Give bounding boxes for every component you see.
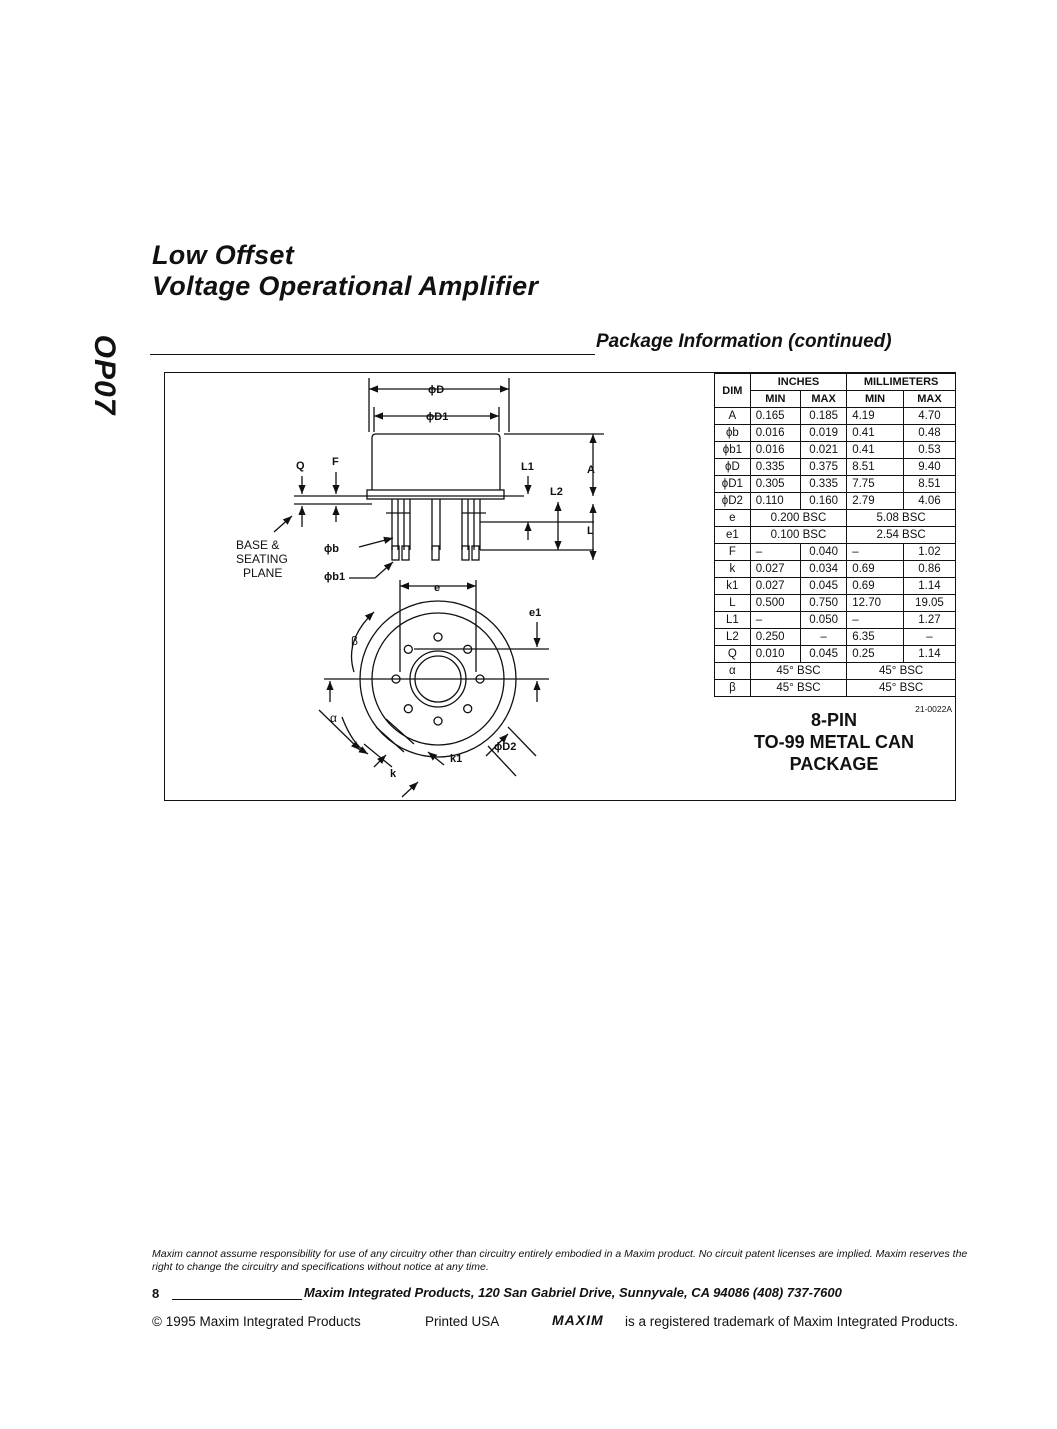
table-row [715, 663, 956, 680]
label-l1: L1 [521, 461, 534, 473]
table-row [715, 544, 956, 561]
label-l: L [587, 525, 594, 537]
cell-in-min: 0.027 [750, 561, 800, 578]
mm-max-header: MAX [903, 391, 955, 408]
cell-in-span: 45° BSC [750, 663, 846, 680]
side-part-number [84, 325, 124, 425]
label-phi-b1: ϕb1 [324, 571, 346, 583]
cell-mm-max: 9.40 [903, 459, 955, 476]
mm-min-header: MIN [847, 391, 904, 408]
can-flange [367, 490, 504, 499]
cell-in-max: 0.045 [801, 578, 847, 595]
mm-header: MILLIMETERS [847, 374, 956, 391]
cell-mm-min: 6.35 [847, 629, 904, 646]
cell-mm-max: 8.51 [903, 476, 955, 493]
label-q: Q [296, 460, 305, 472]
cell-dim: F [715, 544, 751, 561]
printed-in: Printed USA [425, 1314, 500, 1329]
cell-mm-span: 2.54 BSC [847, 527, 956, 544]
cell-dim: k [715, 561, 751, 578]
cell-dim: β [715, 680, 751, 697]
title-line-1: Low Offset [152, 240, 295, 270]
cell-mm-max: 1.02 [903, 544, 955, 561]
cell-mm-min: 7.75 [847, 476, 904, 493]
trademark-notice: is a registered trademark of Maxim Integrated Products. [625, 1314, 959, 1329]
cell-in-max: 0.034 [801, 561, 847, 578]
drawing-number: 21-0022A [915, 704, 952, 714]
cell-dim: e [715, 510, 751, 527]
cell-mm-max: 4.06 [903, 493, 955, 510]
label-e: e [434, 582, 441, 594]
company-address: Maxim Integrated Products, 120 San Gabriel Drive, Sunnyvale, CA 94086 (408) 737-7600 [304, 1285, 842, 1300]
document-title [152, 240, 852, 302]
cell-in-max: 0.050 [801, 612, 847, 629]
label-f: F [332, 456, 339, 468]
label-base-2: SEATING [236, 552, 288, 566]
cell-in-min: 0.110 [750, 493, 800, 510]
cell-in-max: – [801, 629, 847, 646]
label-beta: β [351, 634, 358, 648]
inches-max-header: MAX [801, 391, 847, 408]
cell-mm-max: – [903, 629, 955, 646]
cell-in-span: 0.100 BSC [750, 527, 846, 544]
cell-in-span: 0.200 BSC [750, 510, 846, 527]
label-phi-d1: ϕD1 [426, 411, 449, 423]
package-title [714, 709, 954, 775]
cell-in-min: 0.250 [750, 629, 800, 646]
cell-dim: L [715, 595, 751, 612]
inches-header: INCHES [750, 374, 846, 391]
cell-mm-min: 0.41 [847, 442, 904, 459]
inches-min-header: MIN [750, 391, 800, 408]
cell-mm-max: 1.27 [903, 612, 955, 629]
label-k: k [390, 768, 397, 780]
table-row [715, 680, 956, 697]
cell-in-max: 0.019 [801, 425, 847, 442]
cell-mm-min: 12.70 [847, 595, 904, 612]
label-l2: L2 [550, 486, 563, 498]
table-row [715, 510, 956, 527]
cell-in-min: 0.010 [750, 646, 800, 663]
package-title-line-2: TO-99 METAL CAN [753, 732, 914, 752]
cell-mm-max: 4.70 [903, 408, 955, 425]
dimension-rows [715, 408, 956, 697]
section-rule [150, 354, 595, 355]
cell-mm-span: 45° BSC [847, 663, 956, 680]
cell-dim: e1 [715, 527, 751, 544]
table-row [715, 476, 956, 493]
cell-dim: ϕD1 [715, 476, 751, 493]
table-row [715, 646, 956, 663]
cell-in-min: 0.016 [750, 442, 800, 459]
cell-dim: ϕD [715, 459, 751, 476]
dim-header: DIM [715, 374, 751, 408]
table-row [715, 612, 956, 629]
label-phi-b: ϕb [324, 543, 339, 555]
maxim-logo: MAXIM [552, 1312, 604, 1328]
page-number: 8 [152, 1286, 160, 1301]
table-row [715, 408, 956, 425]
cell-in-max: 0.160 [801, 493, 847, 510]
cell-mm-min: 2.79 [847, 493, 904, 510]
label-phi-d2: ϕD2 [494, 741, 517, 753]
table-row [715, 527, 956, 544]
cell-in-max: 0.021 [801, 442, 847, 459]
cell-dim: ϕD2 [715, 493, 751, 510]
cell-in-max: 0.375 [801, 459, 847, 476]
title-line-2: Voltage Operational Amplifier [152, 271, 539, 301]
cell-mm-min: – [847, 612, 904, 629]
table-row [715, 459, 956, 476]
cell-in-min: 0.335 [750, 459, 800, 476]
leader-phi-b [359, 538, 393, 547]
cell-dim: ϕb [715, 425, 751, 442]
cell-mm-min: 8.51 [847, 459, 904, 476]
label-alpha: α [330, 711, 337, 725]
cell-in-max: 0.045 [801, 646, 847, 663]
cell-in-max: 0.750 [801, 595, 847, 612]
table-row [715, 578, 956, 595]
table-row [715, 442, 956, 459]
cell-mm-max: 1.14 [903, 578, 955, 595]
cell-mm-max: 19.05 [903, 595, 955, 612]
cell-in-max: 0.040 [801, 544, 847, 561]
cell-dim: k1 [715, 578, 751, 595]
cell-in-max: 0.185 [801, 408, 847, 425]
cell-dim: α [715, 663, 751, 680]
cell-in-min: 0.165 [750, 408, 800, 425]
table-row [715, 595, 956, 612]
cell-mm-min: – [847, 544, 904, 561]
leader-phi-b1 [375, 562, 393, 578]
dim-k1 [428, 752, 444, 765]
table-row [715, 561, 956, 578]
lead-ends [392, 546, 479, 560]
cell-mm-max: 0.53 [903, 442, 955, 459]
table-row [715, 629, 956, 646]
package-drawing [164, 372, 709, 801]
cell-dim: A [715, 408, 751, 425]
label-base-1: BASE & [236, 538, 280, 552]
can-body [372, 434, 500, 490]
cell-mm-min: 4.19 [847, 408, 904, 425]
cell-mm-min: 0.69 [847, 578, 904, 595]
cell-mm-max: 0.86 [903, 561, 955, 578]
dimension-table [714, 373, 956, 697]
cell-mm-span: 5.08 BSC [847, 510, 956, 527]
cell-dim: L2 [715, 629, 751, 646]
label-k1: k1 [450, 753, 463, 765]
side-part-number-text: OP07 [88, 334, 121, 416]
table-row [715, 425, 956, 442]
cell-in-min: 0.305 [750, 476, 800, 493]
cell-dim: ϕb1 [715, 442, 751, 459]
cell-mm-max: 1.14 [903, 646, 955, 663]
cell-in-min: 0.016 [750, 425, 800, 442]
label-base-3: PLANE [243, 566, 283, 580]
cell-mm-max: 0.48 [903, 425, 955, 442]
cell-mm-min: 0.25 [847, 646, 904, 663]
label-e1: e1 [529, 607, 542, 619]
section-heading: Package Information (continued) [596, 331, 892, 352]
cell-in-min: – [750, 612, 800, 629]
bottom-view [360, 601, 516, 767]
package-title-line-3: PACKAGE [789, 754, 879, 774]
footer-rule [172, 1299, 302, 1300]
cell-dim: Q [715, 646, 751, 663]
cell-mm-min: 0.69 [847, 561, 904, 578]
cell-in-min: – [750, 544, 800, 561]
package-title-line-1: 8-PIN [810, 710, 857, 730]
cell-in-min: 0.500 [750, 595, 800, 612]
table-row [715, 493, 956, 510]
label-a: A [587, 464, 595, 476]
cell-mm-min: 0.41 [847, 425, 904, 442]
disclaimer: Maxim cannot assume responsibility for use of any circuitry other than circuitry entirely embodied in a Maxim product. No circuit patent licenses are implied. Maxim reserves the right to change the circuitry and specifications without notice at any time. [152, 1248, 968, 1273]
cell-mm-span: 45° BSC [847, 680, 956, 697]
leads [386, 499, 486, 550]
label-phi-d: ϕD [428, 384, 445, 396]
cell-in-min: 0.027 [750, 578, 800, 595]
copyright: © 1995 Maxim Integrated Products [152, 1314, 361, 1329]
cell-in-span: 45° BSC [750, 680, 846, 697]
cell-dim: L1 [715, 612, 751, 629]
cell-in-max: 0.335 [801, 476, 847, 493]
